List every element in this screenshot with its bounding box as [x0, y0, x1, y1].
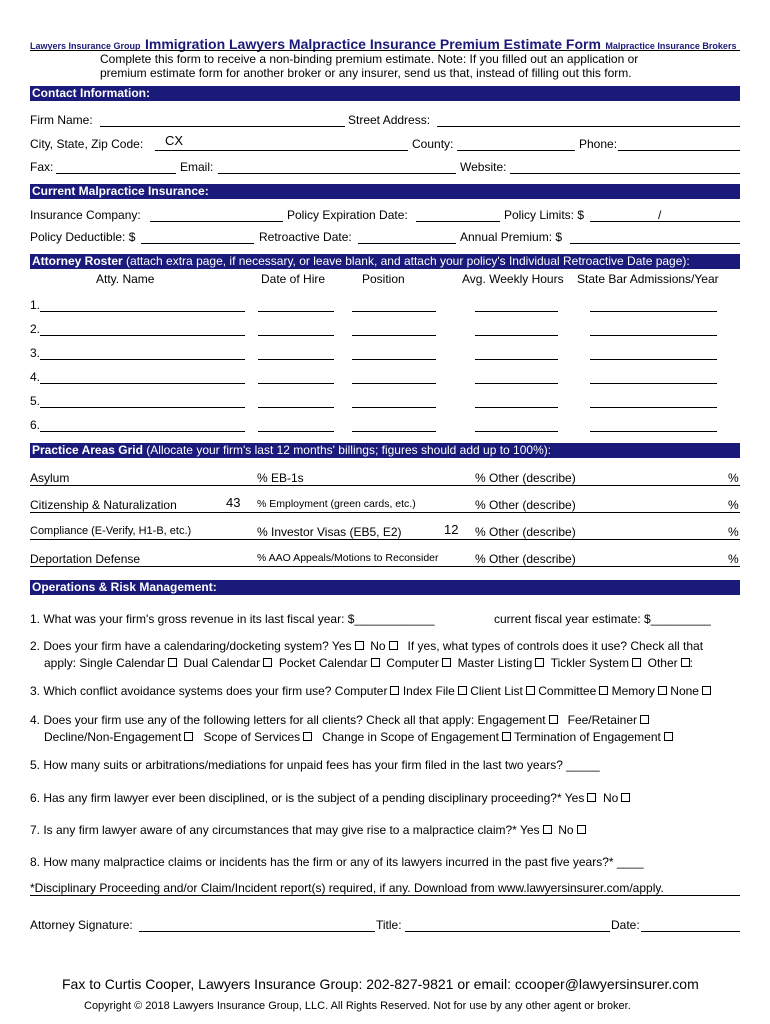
email-field[interactable]	[218, 173, 456, 174]
left-brand: Lawyers Insurance Group	[30, 41, 141, 51]
q8-line[interactable]: 8. How many malpractice claims or incidents has the firm or any of its lawyers incurred in the past five years?* ____	[30, 855, 644, 869]
roster-position-field[interactable]	[352, 359, 436, 360]
roster-bar-field[interactable]	[590, 335, 717, 336]
q4-line1: 4. Does your firm use any of the following letters for all clients? Check all that apply: Engagement Fee/Retainer	[30, 713, 649, 727]
roster-name-field[interactable]	[40, 359, 245, 360]
roster-row-number: 2.	[30, 322, 41, 336]
street-field[interactable]	[437, 126, 740, 127]
q2-no-checkbox[interactable]	[389, 641, 398, 650]
roster-row-number: 5.	[30, 394, 41, 408]
q7-no-checkbox[interactable]	[577, 825, 586, 834]
pocket-calendar-checkbox[interactable]	[371, 658, 380, 667]
q6-line: 6. Has any firm lawyer ever been disciplined, or is the subject of a pending disciplinary proceeding?* Yes No	[30, 791, 630, 805]
annual-premium-label: Annual Premium: $	[460, 230, 563, 244]
practice-area-label: % Other (describe)	[475, 498, 576, 512]
website-label: Website:	[460, 160, 507, 174]
roster-hire-field[interactable]	[258, 311, 334, 312]
roster-hire-field[interactable]	[258, 407, 334, 408]
policy-limits-field[interactable]	[590, 221, 740, 222]
practice-area-label: % Employment (green cards, etc.)	[257, 498, 416, 510]
roster-col-position: Position	[362, 272, 405, 286]
roster-position-field[interactable]	[352, 431, 436, 432]
roster-hours-field[interactable]	[475, 311, 558, 312]
footnote: *Disciplinary Proceeding and/or Claim/Incident report(s) required, if any. Download from www.lawyersinsurer.com/apply.	[30, 881, 664, 895]
q5-line[interactable]: 5. How many suits or arbitrations/mediations for unpaid fees has your firm filed in the last two years? _____	[30, 758, 600, 772]
roster-hire-field[interactable]	[258, 383, 334, 384]
roster-hours-field[interactable]	[475, 359, 558, 360]
q4-line2: Decline/Non-Engagement Scope of Services Change in Scope of Engagement Termination of Engagement	[44, 730, 673, 744]
city-label: City, State, Zip Code:	[30, 137, 144, 151]
retroactive-field[interactable]	[358, 243, 456, 244]
fax-label: Fax:	[30, 160, 54, 174]
insurance-company-field[interactable]	[150, 221, 283, 222]
current-section-title: Current Malpractice Insurance:	[30, 184, 740, 199]
roster-hours-field[interactable]	[475, 407, 558, 408]
policy-expiration-label: Policy Expiration Date:	[287, 208, 408, 222]
roster-row-number: 3.	[30, 346, 41, 360]
policy-deductible-field[interactable]	[141, 243, 254, 244]
practice-area-label: % EB-1s	[257, 471, 304, 485]
roster-name-field[interactable]	[40, 335, 245, 336]
roster-row-number: 4.	[30, 370, 41, 384]
attorney-signature-field[interactable]	[139, 931, 375, 932]
master-listing-checkbox[interactable]	[535, 658, 544, 667]
other-checkbox[interactable]	[681, 658, 690, 667]
date-label: Date:	[611, 918, 640, 932]
roster-section-title: Attorney Roster (attach extra page, if necessary, or leave blank, and attach your policy's Individual Retroactive Date page):	[30, 254, 740, 269]
county-label: County:	[412, 137, 454, 151]
firm-name-label: Firm Name:	[30, 113, 93, 127]
firm-name-field[interactable]	[100, 126, 345, 127]
roster-bar-field[interactable]	[590, 359, 717, 360]
roster-bar-field[interactable]	[590, 407, 717, 408]
email-label: Email:	[180, 160, 214, 174]
practice-area-value[interactable]: 12	[444, 522, 459, 537]
q6-no-checkbox[interactable]	[621, 793, 630, 802]
roster-bar-field[interactable]	[590, 383, 717, 384]
county-field[interactable]	[457, 150, 575, 151]
roster-col-hours: Avg. Weekly Hours	[462, 272, 564, 286]
phone-field[interactable]	[618, 150, 740, 151]
operations-section-title: Operations & Risk Management:	[30, 580, 740, 595]
roster-name-field[interactable]	[40, 311, 245, 312]
decline-checkbox[interactable]	[184, 732, 193, 741]
roster-hours-field[interactable]	[475, 335, 558, 336]
intro-line-1: Complete this form to receive a non-binding premium estimate. Note: If you filled out an application or	[100, 52, 639, 66]
fee-retainer-checkbox[interactable]	[640, 715, 649, 724]
policy-limits-label: Policy Limits: $	[504, 208, 585, 222]
retroactive-label: Retroactive Date:	[259, 230, 352, 244]
percent-sign: %	[728, 552, 739, 566]
roster-col-hire: Date of Hire	[261, 272, 326, 286]
form-title: Immigration Lawyers Malpractice Insurance Premium Estimate Form	[145, 36, 601, 52]
practice-area-label: Citizenship & Naturalization	[30, 498, 177, 512]
fax-instructions: Fax to Curtis Cooper, Lawyers Insurance Group: 202-827-9821 or email: ccooper@lawyersinsurer.com	[62, 976, 699, 992]
phone-label: Phone:	[579, 137, 618, 151]
percent-sign: %	[728, 471, 739, 485]
q2-yes-checkbox[interactable]	[355, 641, 364, 650]
termination-checkbox[interactable]	[664, 732, 673, 741]
scope-checkbox[interactable]	[303, 732, 312, 741]
roster-row-number: 1.	[30, 298, 41, 312]
client-list-checkbox[interactable]	[526, 686, 535, 695]
roster-hours-field[interactable]	[475, 431, 558, 432]
engagement-checkbox[interactable]	[549, 715, 558, 724]
date-field[interactable]	[641, 931, 740, 932]
practice-row-underline	[30, 539, 740, 540]
roster-position-field[interactable]	[352, 407, 436, 408]
percent-sign: %	[728, 498, 739, 512]
tickler-system-checkbox[interactable]	[632, 658, 641, 667]
roster-hire-field[interactable]	[258, 335, 334, 336]
committee-checkbox[interactable]	[599, 686, 608, 695]
practice-area-label: Asylum	[30, 471, 70, 485]
roster-hire-field[interactable]	[258, 359, 334, 360]
conflict-computer-checkbox[interactable]	[390, 686, 399, 695]
practice-area-value[interactable]: 43	[226, 495, 241, 510]
roster-col-name: Atty. Name	[96, 272, 155, 286]
single-calendar-checkbox[interactable]	[168, 658, 177, 667]
practice-row-underline	[30, 485, 740, 486]
practice-row-underline	[30, 512, 740, 513]
roster-bar-field[interactable]	[590, 431, 717, 432]
roster-col-bar: State Bar Admissions/Year	[577, 272, 719, 286]
computer-checkbox[interactable]	[442, 658, 451, 667]
index-file-checkbox[interactable]	[458, 686, 467, 695]
change-scope-checkbox[interactable]	[502, 732, 511, 741]
policy-expiration-field[interactable]	[416, 221, 500, 222]
roster-name-field[interactable]	[40, 407, 245, 408]
title-field[interactable]	[405, 931, 610, 932]
street-label: Street Address:	[348, 113, 431, 127]
q3-line: 3. Which conflict avoidance systems does your firm use? Computer Index File Client List Committee Memory None	[30, 684, 711, 698]
practice-area-label: % AAO Appeals/Motions to Reconsider	[257, 552, 439, 564]
roster-position-field[interactable]	[352, 383, 436, 384]
roster-hire-field[interactable]	[258, 431, 334, 432]
q1-current-estimate[interactable]: current fiscal year estimate: $_________	[494, 612, 711, 626]
roster-name-field[interactable]	[40, 431, 245, 432]
roster-bar-field[interactable]	[590, 311, 717, 312]
practice-area-label: % Other (describe)	[475, 552, 576, 566]
q1-gross-revenue[interactable]: 1. What was your firm's gross revenue in its last fiscal year: $____________	[30, 612, 435, 626]
practice-area-label: Deportation Defense	[30, 552, 141, 566]
copyright: Copyright © 2018 Lawyers Insurance Group, LLC. All Rights Reserved. Not for use by any other agent or broker.	[84, 1000, 631, 1012]
q2-line1: 2. Does your firm have a calendaring/docketing system? Yes No If yes, what types of controls does it use? Check all that	[30, 639, 704, 653]
memory-checkbox[interactable]	[658, 686, 667, 695]
dual-calendar-checkbox[interactable]	[263, 658, 272, 667]
none-checkbox[interactable]	[702, 686, 711, 695]
roster-name-field[interactable]	[40, 383, 245, 384]
attorney-signature-label: Attorney Signature:	[30, 918, 133, 932]
practice-section-title: Practice Areas Grid (Allocate your firm's last 12 months' billings; figures should add up to 100%):	[30, 443, 740, 458]
policy-limits-slash: /	[658, 208, 662, 222]
roster-position-field[interactable]	[352, 335, 436, 336]
practice-row-underline	[30, 566, 740, 567]
website-field[interactable]	[510, 173, 740, 174]
practice-area-label: % Other (describe)	[475, 525, 576, 539]
title-label: Title:	[376, 918, 402, 932]
practice-area-label: % Investor Visas (EB5, E2)	[257, 525, 402, 539]
fax-field[interactable]	[56, 173, 176, 174]
contact-section-title: Contact Information:	[30, 86, 740, 101]
insurance-company-label: Insurance Company:	[30, 208, 141, 222]
roster-hours-field[interactable]	[475, 383, 558, 384]
policy-deductible-label: Policy Deductible: $	[30, 230, 136, 244]
practice-area-label: Compliance (E-Verify, H1-B, etc.)	[30, 525, 192, 537]
percent-sign: %	[728, 525, 739, 539]
practice-area-label: % Other (describe)	[475, 471, 576, 485]
city-value[interactable]: CX	[165, 133, 184, 148]
q2-line2: apply: Single Calendar Dual Calendar Pocket Calendar Computer Master Listing Tickler System Other :	[44, 656, 693, 670]
right-brand: Malpractice Insurance Brokers	[605, 41, 737, 51]
q6-yes-checkbox[interactable]	[587, 793, 596, 802]
roster-row-number: 6.	[30, 418, 41, 432]
q7-yes-checkbox[interactable]	[543, 825, 552, 834]
q7-line: 7. Is any firm lawyer aware of any circumstances that may give rise to a malpractice claim?* Yes No	[30, 823, 586, 837]
roster-position-field[interactable]	[352, 311, 436, 312]
intro-line-2: premium estimate form for another broker or any insurer, send us that, instead of filling out this form.	[100, 66, 632, 80]
city-field[interactable]	[155, 150, 408, 151]
annual-premium-field[interactable]	[570, 243, 740, 244]
